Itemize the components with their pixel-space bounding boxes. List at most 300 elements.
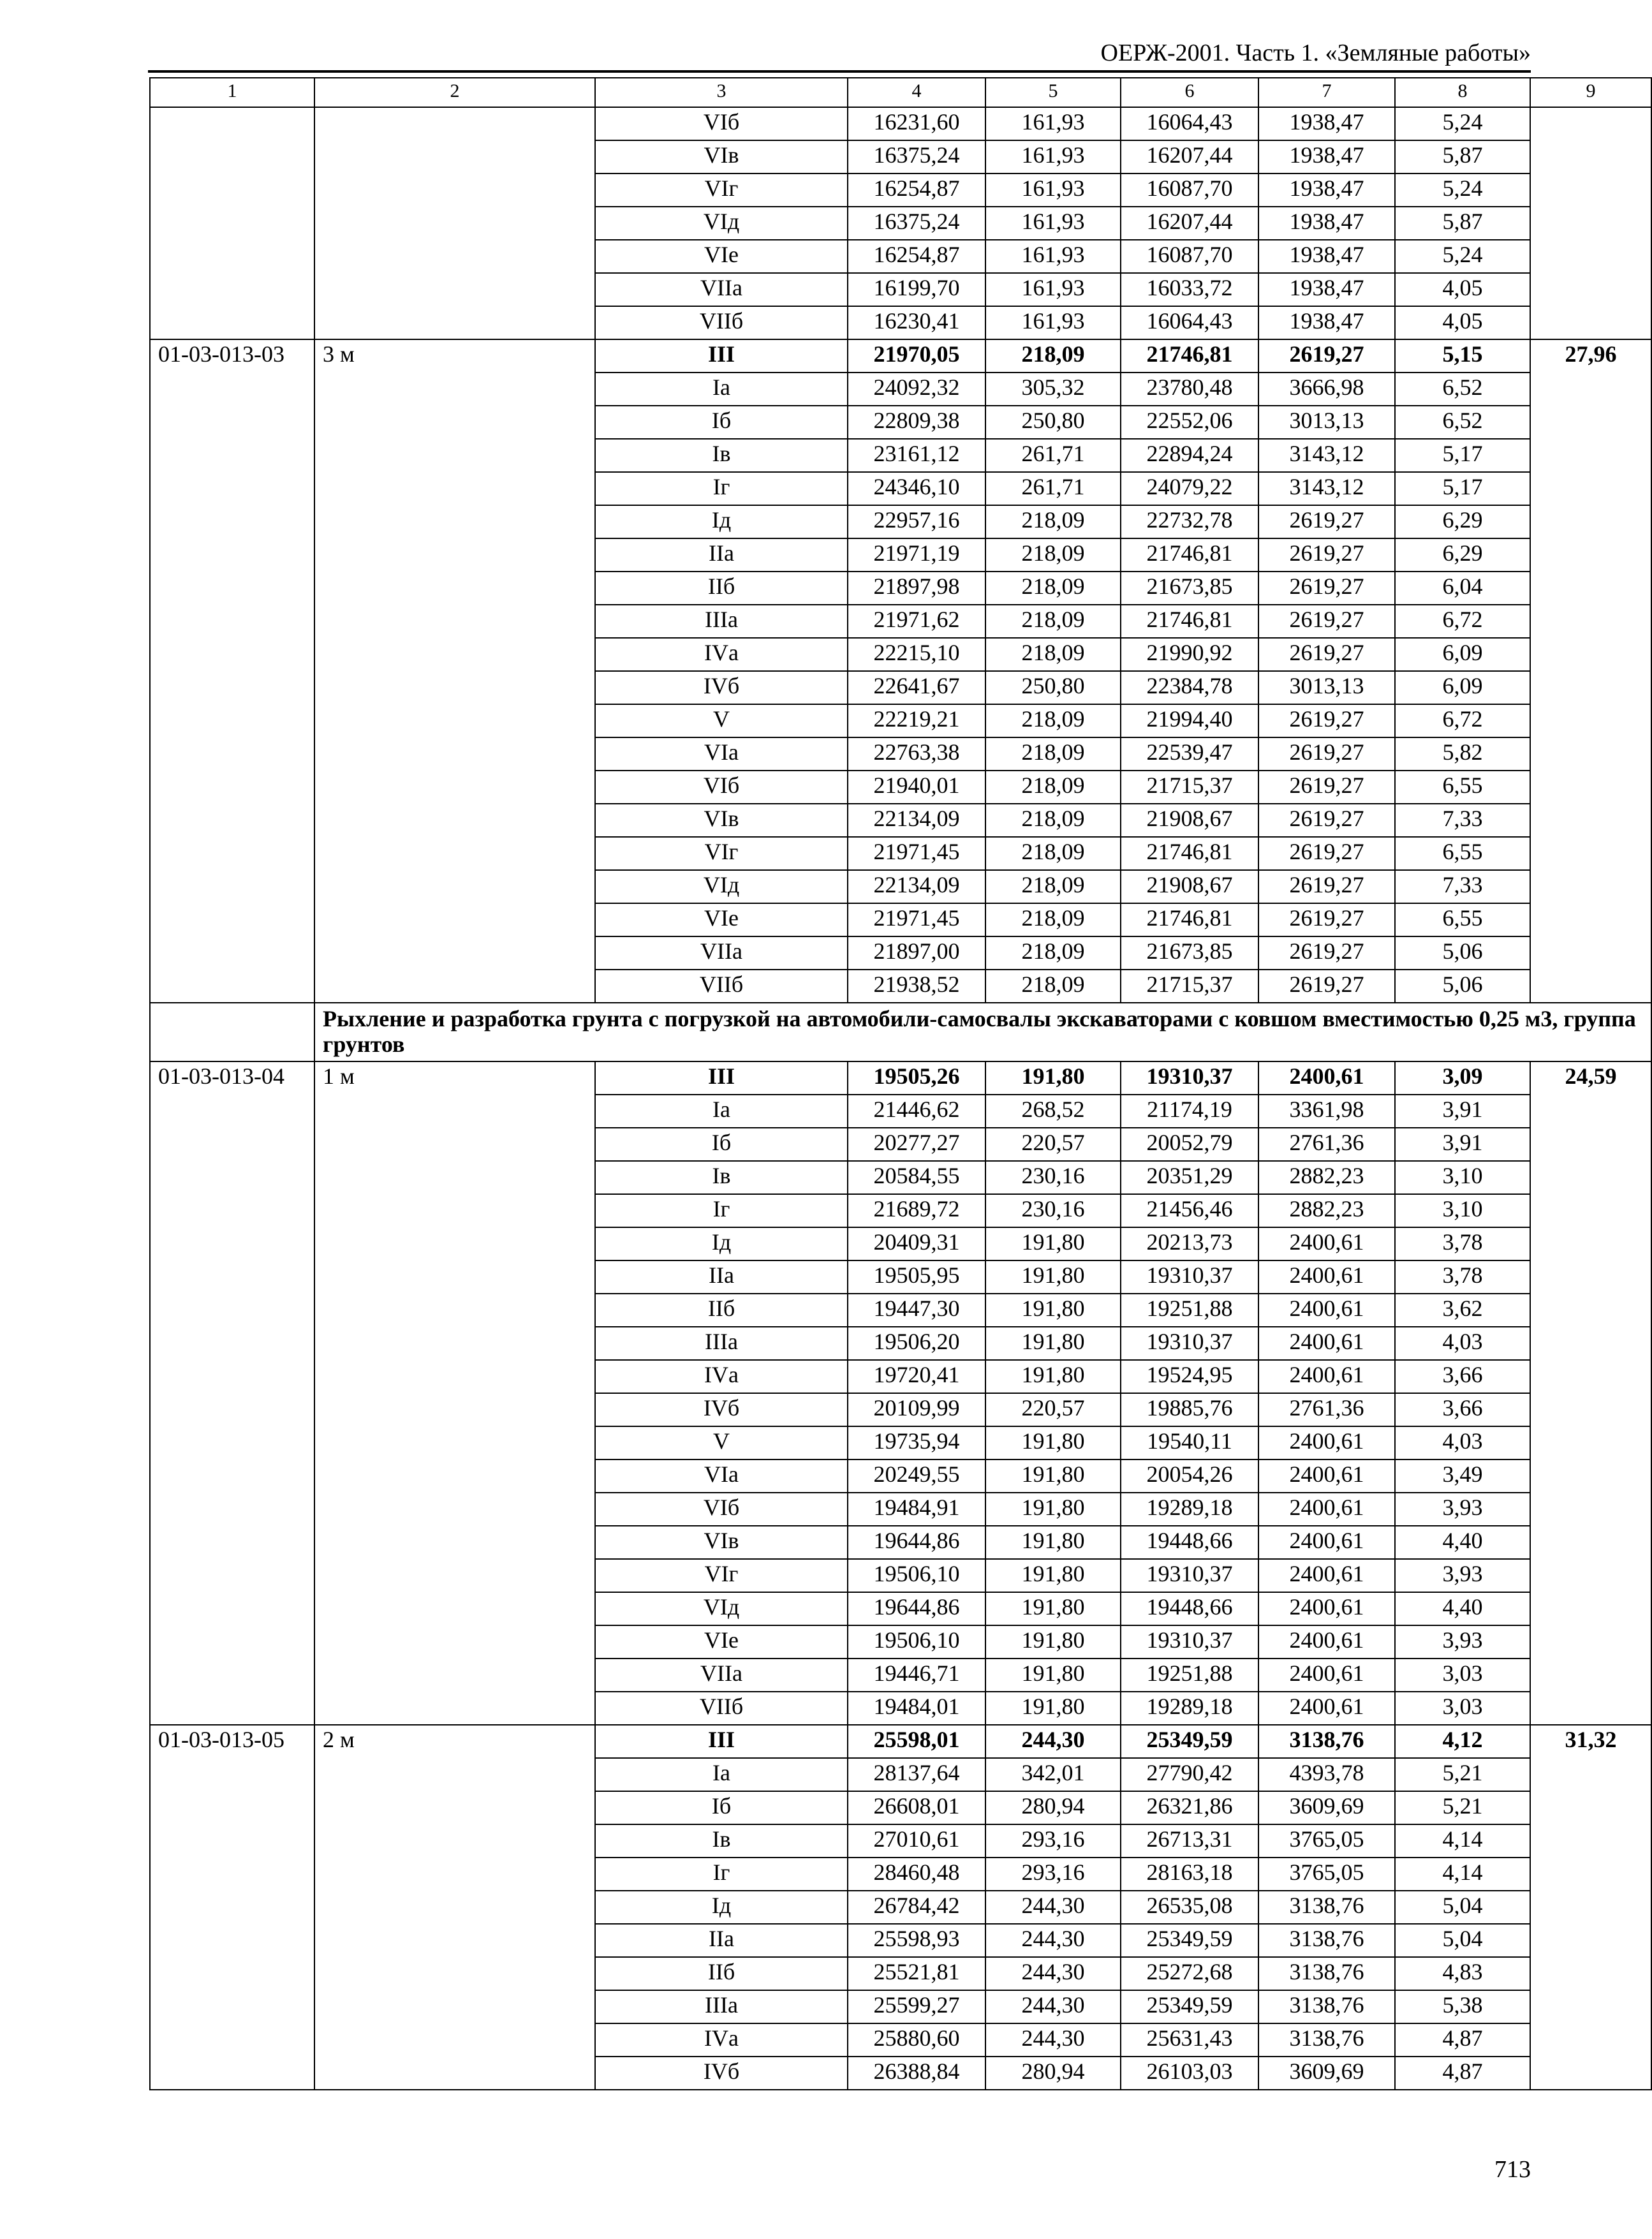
value-cell: 21174,19 bbox=[1121, 1095, 1258, 1128]
value-cell: 2761,36 bbox=[1258, 1393, 1395, 1426]
value-cell: 2400,61 bbox=[1258, 1294, 1395, 1327]
value-cell: 218,09 bbox=[985, 903, 1121, 936]
value-cell: 21897,00 bbox=[848, 936, 985, 970]
value-cell: 27010,61 bbox=[848, 1824, 985, 1858]
value-cell: IIа bbox=[595, 1924, 848, 1957]
value-cell: 2400,61 bbox=[1258, 1559, 1395, 1592]
value-cell: 25631,43 bbox=[1121, 2023, 1258, 2057]
value-cell: IIб bbox=[595, 1294, 848, 1327]
value-cell: 3,78 bbox=[1395, 1227, 1530, 1260]
value-cell: 5,17 bbox=[1395, 439, 1530, 472]
value-cell: IIа bbox=[595, 538, 848, 572]
value-cell: 16254,87 bbox=[848, 174, 985, 207]
value-cell: 5,38 bbox=[1395, 1990, 1530, 2023]
value-cell: IIIа bbox=[595, 605, 848, 638]
labor-cost-cell: 24,59 bbox=[1530, 1061, 1651, 1725]
item-code: 01-03-013-05 bbox=[150, 1725, 314, 2090]
value-cell: 19540,11 bbox=[1121, 1426, 1258, 1459]
estimate-table bbox=[149, 77, 1652, 2090]
value-cell: 6,09 bbox=[1395, 638, 1530, 671]
value-cell: 1938,47 bbox=[1258, 107, 1395, 140]
value-cell: Iг bbox=[595, 472, 848, 505]
value-cell: 22894,24 bbox=[1121, 439, 1258, 472]
value-cell: 19644,86 bbox=[848, 1592, 985, 1625]
value-cell: 2400,61 bbox=[1258, 1493, 1395, 1526]
value-cell: 4,40 bbox=[1395, 1592, 1530, 1625]
value-cell: V bbox=[595, 1426, 848, 1459]
value-cell: 220,57 bbox=[985, 1128, 1121, 1161]
value-cell: 4,83 bbox=[1395, 1957, 1530, 1990]
value-cell: 2619,27 bbox=[1258, 572, 1395, 605]
value-cell: 5,24 bbox=[1395, 107, 1530, 140]
value-cell: 2619,27 bbox=[1258, 605, 1395, 638]
value-cell: 21938,52 bbox=[848, 970, 985, 1003]
value-cell: 22539,47 bbox=[1121, 737, 1258, 771]
value-cell: 250,80 bbox=[985, 671, 1121, 704]
value-cell: 3,10 bbox=[1395, 1194, 1530, 1227]
value-cell: 5,04 bbox=[1395, 1924, 1530, 1957]
running-header: ОЕРЖ-2001. Часть 1. «Земляные работы» bbox=[1100, 40, 1531, 66]
value-cell: 191,80 bbox=[985, 1659, 1121, 1692]
value-cell: 3,09 bbox=[1395, 1061, 1530, 1095]
value-cell: 342,01 bbox=[985, 1758, 1121, 1791]
value-cell: 218,09 bbox=[985, 605, 1121, 638]
value-cell: 27790,42 bbox=[1121, 1758, 1258, 1791]
value-cell: VIа bbox=[595, 737, 848, 771]
value-cell: 19484,01 bbox=[848, 1692, 985, 1725]
value-cell: 2400,61 bbox=[1258, 1459, 1395, 1493]
value-cell: 16199,70 bbox=[848, 273, 985, 306]
value-cell: VIIб bbox=[595, 1692, 848, 1725]
value-cell: 25880,60 bbox=[848, 2023, 985, 2057]
column-number-cell: 1 bbox=[150, 78, 314, 107]
value-cell: 5,06 bbox=[1395, 970, 1530, 1003]
value-cell: VIб bbox=[595, 771, 848, 804]
value-cell: 16375,24 bbox=[848, 140, 985, 174]
value-cell: 261,71 bbox=[985, 472, 1121, 505]
value-cell: IVб bbox=[595, 1393, 848, 1426]
value-cell: 3138,76 bbox=[1258, 1891, 1395, 1924]
value-cell: 19506,20 bbox=[848, 1327, 985, 1360]
value-cell: 21673,85 bbox=[1121, 572, 1258, 605]
page-number: 713 bbox=[1494, 2156, 1531, 2183]
value-cell: 3138,76 bbox=[1258, 1990, 1395, 2023]
value-cell: 22763,38 bbox=[848, 737, 985, 771]
value-cell: 2619,27 bbox=[1258, 804, 1395, 837]
value-cell: VIг bbox=[595, 837, 848, 870]
value-cell: III bbox=[595, 339, 848, 373]
value-cell: 7,33 bbox=[1395, 804, 1530, 837]
value-cell: 6,72 bbox=[1395, 704, 1530, 737]
value-cell: 21456,46 bbox=[1121, 1194, 1258, 1227]
value-cell: 218,09 bbox=[985, 936, 1121, 970]
value-cell: 20054,26 bbox=[1121, 1459, 1258, 1493]
value-cell: 2400,61 bbox=[1258, 1360, 1395, 1393]
value-cell: 21990,92 bbox=[1121, 638, 1258, 671]
value-cell: Iб bbox=[595, 1791, 848, 1824]
value-cell: 6,04 bbox=[1395, 572, 1530, 605]
value-cell: 20109,99 bbox=[848, 1393, 985, 1426]
item-name: 1 м bbox=[314, 1061, 595, 1725]
value-cell: 6,72 bbox=[1395, 605, 1530, 638]
item-code: 01-03-013-03 bbox=[150, 339, 314, 1003]
value-cell: 5,82 bbox=[1395, 737, 1530, 771]
table-row bbox=[150, 1725, 1651, 1758]
value-cell: 2400,61 bbox=[1258, 1061, 1395, 1095]
value-cell: VIв bbox=[595, 140, 848, 174]
value-cell: 3,93 bbox=[1395, 1559, 1530, 1592]
value-cell: 21746,81 bbox=[1121, 538, 1258, 572]
value-cell: 20277,27 bbox=[848, 1128, 985, 1161]
value-cell: 16375,24 bbox=[848, 207, 985, 240]
value-cell: 2761,36 bbox=[1258, 1128, 1395, 1161]
value-cell: 218,09 bbox=[985, 638, 1121, 671]
value-cell: 25521,81 bbox=[848, 1957, 985, 1990]
value-cell: 2400,61 bbox=[1258, 1625, 1395, 1659]
value-cell: 2619,27 bbox=[1258, 704, 1395, 737]
table-body bbox=[150, 78, 1651, 2090]
value-cell: 21940,01 bbox=[848, 771, 985, 804]
value-cell: 19310,37 bbox=[1121, 1625, 1258, 1659]
value-cell: IIIа bbox=[595, 1990, 848, 2023]
norm-cell bbox=[1530, 107, 1651, 339]
value-cell: 24346,10 bbox=[848, 472, 985, 505]
value-cell: 191,80 bbox=[985, 1260, 1121, 1294]
value-cell: 1938,47 bbox=[1258, 140, 1395, 174]
value-cell: 21746,81 bbox=[1121, 837, 1258, 870]
value-cell: 3,93 bbox=[1395, 1625, 1530, 1659]
value-cell: 2400,61 bbox=[1258, 1692, 1395, 1725]
value-cell: 19446,71 bbox=[848, 1659, 985, 1692]
value-cell: 21994,40 bbox=[1121, 704, 1258, 737]
value-cell: 218,09 bbox=[985, 572, 1121, 605]
value-cell: 244,30 bbox=[985, 1957, 1121, 1990]
value-cell: 3138,76 bbox=[1258, 2023, 1395, 2057]
value-cell: VIб bbox=[595, 1493, 848, 1526]
value-cell: 21897,98 bbox=[848, 572, 985, 605]
value-cell: 3765,05 bbox=[1258, 1824, 1395, 1858]
value-cell: 3609,69 bbox=[1258, 1791, 1395, 1824]
value-cell: 5,15 bbox=[1395, 339, 1530, 373]
value-cell: 16230,41 bbox=[848, 306, 985, 339]
value-cell: 3666,98 bbox=[1258, 373, 1395, 406]
value-cell: 21715,37 bbox=[1121, 771, 1258, 804]
value-cell: Iб bbox=[595, 406, 848, 439]
value-cell: 191,80 bbox=[985, 1327, 1121, 1360]
column-number-cell: 9 bbox=[1530, 78, 1651, 107]
value-cell: 3138,76 bbox=[1258, 1957, 1395, 1990]
value-cell: VIIб bbox=[595, 306, 848, 339]
value-cell: 22219,21 bbox=[848, 704, 985, 737]
value-cell: 25598,93 bbox=[848, 1924, 985, 1957]
value-cell: 3,78 bbox=[1395, 1260, 1530, 1294]
value-cell: 19505,26 bbox=[848, 1061, 985, 1095]
value-cell: 218,09 bbox=[985, 737, 1121, 771]
value-cell: 19506,10 bbox=[848, 1559, 985, 1592]
item-name: 2 м bbox=[314, 1725, 595, 2090]
code-cell bbox=[150, 107, 314, 339]
value-cell: 16254,87 bbox=[848, 240, 985, 273]
value-cell: 26321,86 bbox=[1121, 1791, 1258, 1824]
value-cell: 19251,88 bbox=[1121, 1294, 1258, 1327]
value-cell: 28137,64 bbox=[848, 1758, 985, 1791]
value-cell: 3143,12 bbox=[1258, 472, 1395, 505]
table-row bbox=[150, 1061, 1651, 1095]
value-cell: 191,80 bbox=[985, 1692, 1121, 1725]
value-cell: 2619,27 bbox=[1258, 638, 1395, 671]
value-cell: 2619,27 bbox=[1258, 737, 1395, 771]
value-cell: 218,09 bbox=[985, 837, 1121, 870]
value-cell: 6,29 bbox=[1395, 505, 1530, 538]
value-cell: 25598,01 bbox=[848, 1725, 985, 1758]
value-cell: 2400,61 bbox=[1258, 1659, 1395, 1692]
value-cell: 3,91 bbox=[1395, 1095, 1530, 1128]
value-cell: 24092,32 bbox=[848, 373, 985, 406]
value-cell: 22809,38 bbox=[848, 406, 985, 439]
value-cell: 3,10 bbox=[1395, 1161, 1530, 1194]
value-cell: 22552,06 bbox=[1121, 406, 1258, 439]
value-cell: 20213,73 bbox=[1121, 1227, 1258, 1260]
value-cell: 16087,70 bbox=[1121, 174, 1258, 207]
column-number-cell: 6 bbox=[1121, 78, 1258, 107]
value-cell: 280,94 bbox=[985, 1791, 1121, 1824]
value-cell: 280,94 bbox=[985, 2057, 1121, 2090]
value-cell: 191,80 bbox=[985, 1061, 1121, 1095]
value-cell: 26713,31 bbox=[1121, 1824, 1258, 1858]
value-cell: 21970,05 bbox=[848, 339, 985, 373]
value-cell: III bbox=[595, 1061, 848, 1095]
value-cell: 22641,67 bbox=[848, 671, 985, 704]
value-cell: 6,09 bbox=[1395, 671, 1530, 704]
value-cell: 220,57 bbox=[985, 1393, 1121, 1426]
value-cell: 19251,88 bbox=[1121, 1659, 1258, 1692]
value-cell: 21746,81 bbox=[1121, 903, 1258, 936]
column-number-cell: 5 bbox=[985, 78, 1121, 107]
value-cell: 16231,60 bbox=[848, 107, 985, 140]
value-cell: 1938,47 bbox=[1258, 174, 1395, 207]
column-number-cell: 4 bbox=[848, 78, 985, 107]
value-cell: 1938,47 bbox=[1258, 240, 1395, 273]
value-cell: 28460,48 bbox=[848, 1858, 985, 1891]
value-cell: VIд bbox=[595, 1592, 848, 1625]
labor-cost-cell: 27,96 bbox=[1530, 339, 1651, 1003]
value-cell: 20409,31 bbox=[848, 1227, 985, 1260]
value-cell: 5,24 bbox=[1395, 240, 1530, 273]
value-cell: 20052,79 bbox=[1121, 1128, 1258, 1161]
value-cell: 26784,42 bbox=[848, 1891, 985, 1924]
name-cell bbox=[314, 107, 595, 339]
value-cell: 19720,41 bbox=[848, 1360, 985, 1393]
value-cell: Iд bbox=[595, 1891, 848, 1924]
value-cell: 5,87 bbox=[1395, 140, 1530, 174]
table-row bbox=[150, 339, 1651, 373]
value-cell: 19885,76 bbox=[1121, 1393, 1258, 1426]
value-cell: VIб bbox=[595, 107, 848, 140]
value-cell: 191,80 bbox=[985, 1459, 1121, 1493]
value-cell: 26103,03 bbox=[1121, 2057, 1258, 2090]
value-cell: 218,09 bbox=[985, 804, 1121, 837]
value-cell: 6,55 bbox=[1395, 903, 1530, 936]
value-cell: 19484,91 bbox=[848, 1493, 985, 1526]
value-cell: 16087,70 bbox=[1121, 240, 1258, 273]
value-cell: 19505,95 bbox=[848, 1260, 985, 1294]
value-cell: 26388,84 bbox=[848, 2057, 985, 2090]
value-cell: 161,93 bbox=[985, 273, 1121, 306]
section-title: Рыхление и разработка грунта с погрузкой на автомобили-самосвалы экскаваторами с ковшом вместимостью 0,25 м3, группа грунтов bbox=[314, 1003, 1651, 1061]
value-cell: 16064,43 bbox=[1121, 107, 1258, 140]
value-cell: 261,71 bbox=[985, 439, 1121, 472]
value-cell: 26608,01 bbox=[848, 1791, 985, 1824]
value-cell: 191,80 bbox=[985, 1526, 1121, 1559]
value-cell: 244,30 bbox=[985, 1924, 1121, 1957]
value-cell: Iб bbox=[595, 1128, 848, 1161]
value-cell: Iг bbox=[595, 1194, 848, 1227]
value-cell: 5,21 bbox=[1395, 1791, 1530, 1824]
value-cell: 19524,95 bbox=[1121, 1360, 1258, 1393]
value-cell: 4,14 bbox=[1395, 1858, 1530, 1891]
value-cell: 2619,27 bbox=[1258, 837, 1395, 870]
value-cell: IVа bbox=[595, 2023, 848, 2057]
value-cell: 4,03 bbox=[1395, 1426, 1530, 1459]
value-cell: 305,32 bbox=[985, 373, 1121, 406]
value-cell: 6,52 bbox=[1395, 406, 1530, 439]
value-cell: 23161,12 bbox=[848, 439, 985, 472]
value-cell: 2400,61 bbox=[1258, 1526, 1395, 1559]
value-cell: 244,30 bbox=[985, 1891, 1121, 1924]
value-cell: 2619,27 bbox=[1258, 970, 1395, 1003]
value-cell: 191,80 bbox=[985, 1559, 1121, 1592]
value-cell: 21746,81 bbox=[1121, 605, 1258, 638]
value-cell: 19448,66 bbox=[1121, 1526, 1258, 1559]
value-cell: 2619,27 bbox=[1258, 870, 1395, 903]
value-cell: 5,17 bbox=[1395, 472, 1530, 505]
value-cell: 16033,72 bbox=[1121, 273, 1258, 306]
value-cell: 230,16 bbox=[985, 1161, 1121, 1194]
value-cell: 3,62 bbox=[1395, 1294, 1530, 1327]
value-cell: 218,09 bbox=[985, 970, 1121, 1003]
value-cell: 4393,78 bbox=[1258, 1758, 1395, 1791]
value-cell: 19447,30 bbox=[848, 1294, 985, 1327]
value-cell: VIв bbox=[595, 1526, 848, 1559]
value-cell: 244,30 bbox=[985, 2023, 1121, 2057]
value-cell: 22732,78 bbox=[1121, 505, 1258, 538]
value-cell: 268,52 bbox=[985, 1095, 1121, 1128]
value-cell: 3,91 bbox=[1395, 1128, 1530, 1161]
value-cell: V bbox=[595, 704, 848, 737]
value-cell: 2619,27 bbox=[1258, 505, 1395, 538]
value-cell: 19289,18 bbox=[1121, 1692, 1258, 1725]
table-row bbox=[150, 107, 1651, 140]
value-cell: 1938,47 bbox=[1258, 306, 1395, 339]
value-cell: 3,66 bbox=[1395, 1393, 1530, 1426]
value-cell: Iа bbox=[595, 1758, 848, 1791]
value-cell: 21689,72 bbox=[848, 1194, 985, 1227]
value-cell: VIг bbox=[595, 1559, 848, 1592]
value-cell: 5,04 bbox=[1395, 1891, 1530, 1924]
value-cell: 24079,22 bbox=[1121, 472, 1258, 505]
header-rule bbox=[148, 70, 1531, 73]
value-cell: 191,80 bbox=[985, 1227, 1121, 1260]
value-cell: 21971,62 bbox=[848, 605, 985, 638]
column-number-cell: 3 bbox=[595, 78, 848, 107]
value-cell: VIIа bbox=[595, 936, 848, 970]
value-cell: 3013,13 bbox=[1258, 671, 1395, 704]
column-number-row bbox=[150, 78, 1651, 107]
value-cell: 4,14 bbox=[1395, 1824, 1530, 1858]
value-cell: 2619,27 bbox=[1258, 903, 1395, 936]
section-title-row bbox=[150, 1003, 1651, 1061]
value-cell: 7,33 bbox=[1395, 870, 1530, 903]
value-cell: Iа bbox=[595, 1095, 848, 1128]
value-cell: 2619,27 bbox=[1258, 936, 1395, 970]
value-cell: Iв bbox=[595, 1824, 848, 1858]
value-cell: 161,93 bbox=[985, 140, 1121, 174]
value-cell: 25349,59 bbox=[1121, 1924, 1258, 1957]
value-cell: 22957,16 bbox=[848, 505, 985, 538]
value-cell: VIд bbox=[595, 870, 848, 903]
value-cell: 19735,94 bbox=[848, 1426, 985, 1459]
value-cell: 161,93 bbox=[985, 107, 1121, 140]
value-cell: 19310,37 bbox=[1121, 1559, 1258, 1592]
value-cell: 191,80 bbox=[985, 1625, 1121, 1659]
value-cell: 21971,19 bbox=[848, 538, 985, 572]
value-cell: IIIа bbox=[595, 1327, 848, 1360]
value-cell: 2400,61 bbox=[1258, 1592, 1395, 1625]
value-cell: 1938,47 bbox=[1258, 273, 1395, 306]
value-cell: VIIа bbox=[595, 1659, 848, 1692]
value-cell: 21971,45 bbox=[848, 837, 985, 870]
value-cell: 16207,44 bbox=[1121, 140, 1258, 174]
value-cell: 21446,62 bbox=[848, 1095, 985, 1128]
value-cell: 25599,27 bbox=[848, 1990, 985, 2023]
value-cell: VIд bbox=[595, 207, 848, 240]
value-cell: 4,40 bbox=[1395, 1526, 1530, 1559]
column-number-cell: 8 bbox=[1395, 78, 1530, 107]
value-cell: 191,80 bbox=[985, 1592, 1121, 1625]
value-cell: 4,87 bbox=[1395, 2057, 1530, 2090]
value-cell: 28163,18 bbox=[1121, 1858, 1258, 1891]
value-cell: IIб bbox=[595, 572, 848, 605]
value-cell: Iа bbox=[595, 373, 848, 406]
empty-cell bbox=[150, 1003, 314, 1061]
value-cell: 244,30 bbox=[985, 1725, 1121, 1758]
value-cell: 3138,76 bbox=[1258, 1725, 1395, 1758]
value-cell: IVа bbox=[595, 638, 848, 671]
value-cell: 293,16 bbox=[985, 1824, 1121, 1858]
value-cell: 2400,61 bbox=[1258, 1426, 1395, 1459]
value-cell: 293,16 bbox=[985, 1858, 1121, 1891]
value-cell: 16064,43 bbox=[1121, 306, 1258, 339]
value-cell: 3361,98 bbox=[1258, 1095, 1395, 1128]
value-cell: 191,80 bbox=[985, 1493, 1121, 1526]
value-cell: 2400,61 bbox=[1258, 1227, 1395, 1260]
value-cell: 6,55 bbox=[1395, 837, 1530, 870]
value-cell: VIе bbox=[595, 1625, 848, 1659]
value-cell: 244,30 bbox=[985, 1990, 1121, 2023]
value-cell: 20351,29 bbox=[1121, 1161, 1258, 1194]
item-name: 3 м bbox=[314, 339, 595, 1003]
value-cell: 22134,09 bbox=[848, 804, 985, 837]
value-cell: 19644,86 bbox=[848, 1526, 985, 1559]
value-cell: 2619,27 bbox=[1258, 771, 1395, 804]
labor-cost-cell: 31,32 bbox=[1530, 1725, 1651, 2090]
value-cell: IVб bbox=[595, 671, 848, 704]
value-cell: Iв bbox=[595, 1161, 848, 1194]
value-cell: Iв bbox=[595, 439, 848, 472]
item-code: 01-03-013-04 bbox=[150, 1061, 314, 1725]
value-cell: 3,66 bbox=[1395, 1360, 1530, 1393]
value-cell: VIIа bbox=[595, 273, 848, 306]
